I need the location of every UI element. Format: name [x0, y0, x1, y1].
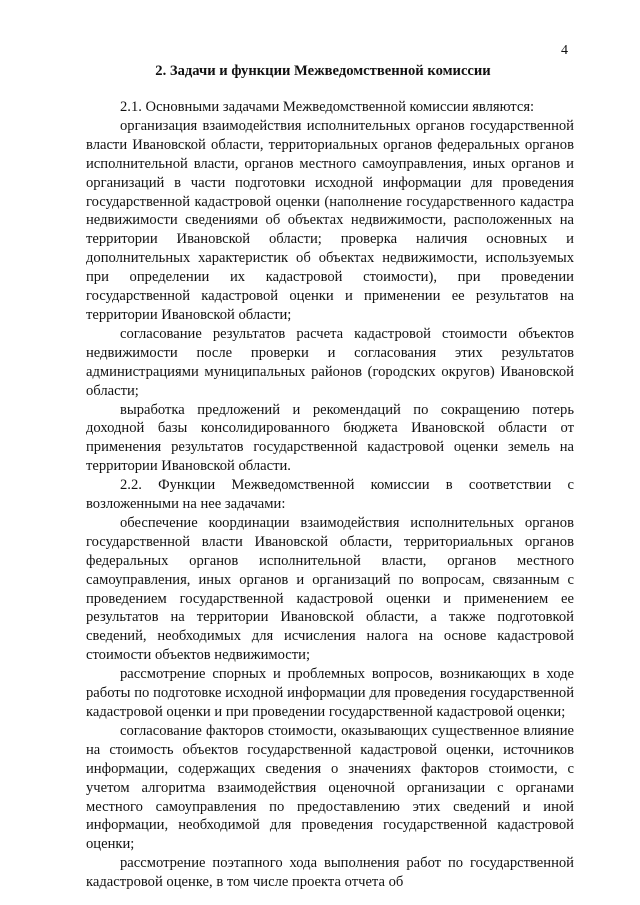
paragraph-function-progress: рассмотрение поэтапного хода выполнения работ по государственной кадастровой оценке, в том числе проекта отчета об [86, 855, 574, 891]
page-number: 4 [561, 43, 568, 58]
paragraph-task-recommendations: выработка предложений и рекомендаций по сокращению потерь доходной базы консолидированного бюджета Ивановской области от применения результатов государственной кадастровой оценки земель на территории Ивановской области. [86, 401, 574, 475]
paragraph-2-1: 2.1. Основными задачами Межведомственной комиссии являются: [120, 99, 535, 115]
paragraph-task-approval: согласование результатов расчета кадастровой стоимости объектов недвижимости после проверки и согласования этих результатов администрациями муниципальных районов (городских округов) Ивановской области; [86, 325, 574, 399]
paragraph-function-factors: согласование факторов стоимости, оказывающих существенное влияние на стоимость объектов государственной кадастровой оценки, источников информации, содержащих сведения о значениях факторов стоимости, с учетом алгоритма взаимодействия оценочной организации с органами местного самоуправления по предоставлению этих сведений и иной информации, необходимой для проведения государственной кадастровой оценки; [86, 722, 574, 853]
paragraph-2-2: 2.2. Функции Межведомственной комиссии в соответствии с возложенными на нее задачами: [86, 477, 574, 513]
paragraph-task-coordination: организация взаимодействия исполнительных органов государственной власти Ивановской области, территориальных органов федеральных органов исполнительной власти, органов местного самоуправления, иных органов и организаций в части подготовки исходной информации для проведения государственной кадастровой оценки (наполнение государственного кадастра недвижимости сведениями об объектах недвижимости, расположенных на территории Ивановской области; проверка наличия основных и дополнительных характеристик об объектах недвижимости, используемых при определении их кадастровой стоимости), при проведении государственной кадастровой оценки и применении ее результатов на территории Ивановской области; [86, 117, 574, 323]
paragraph-function-coordination: обеспечение координации взаимодействия исполнительных органов государственной власти Ивановской области, территориальных органов федеральных органов исполнительной власти, органов местного самоуправления, иных органов и организаций по вопросам, связанным с проведением государственной кадастровой оценки и применением ее результатов на территории Ивановской области, а также подготовкой сведений, необходимых для исчисления налога на основе кадастровой стоимости объектов недвижимости; [86, 514, 574, 664]
section-title: 2. Задачи и функции Межведомственной комиссии [155, 63, 491, 79]
paragraph-function-disputes: рассмотрение спорных и проблемных вопросов, возникающих в ходе работы по подготовке исходной информации для проведения государственной кадастровой оценки и при проведении государственной кадастровой оценки; [86, 666, 574, 720]
document-body [86, 98, 574, 892]
